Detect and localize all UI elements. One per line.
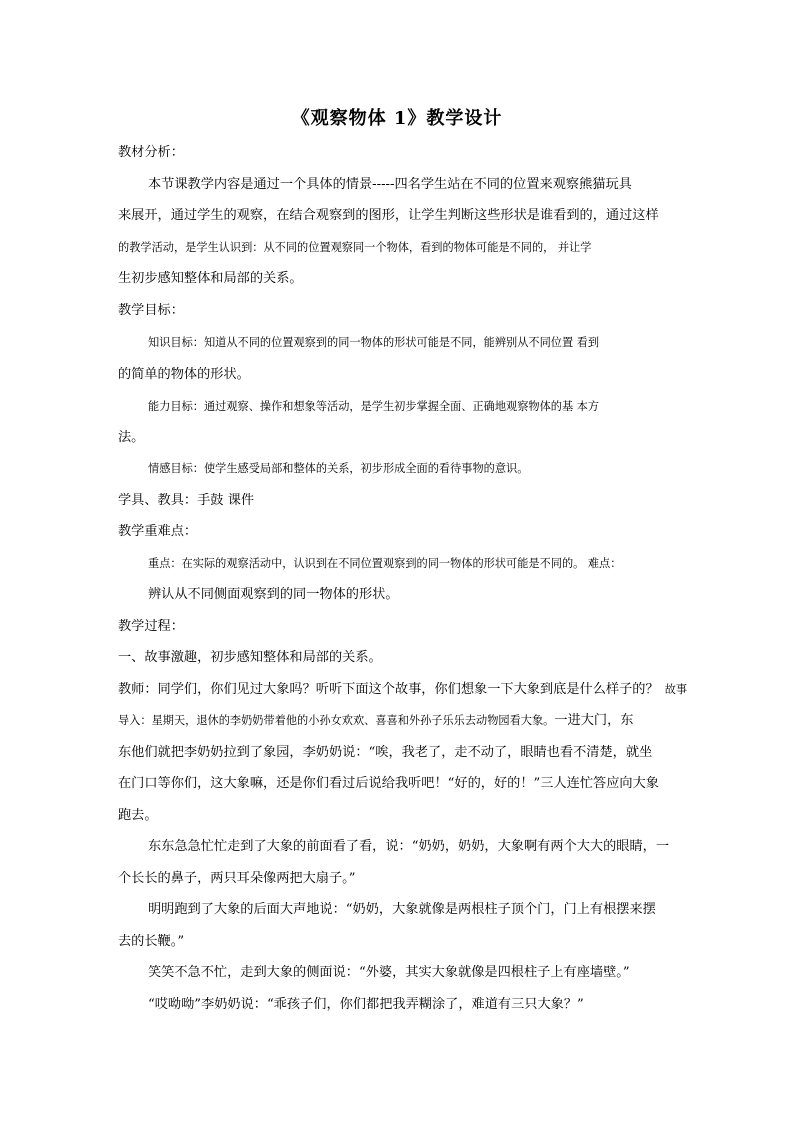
- paragraph-dongdong-line: 东东急急忙忙走到了大象的前面看了看，说：“奶奶，奶奶，大象啊有两个大大的眼睛，一: [148, 839, 670, 854]
- tools-line: 学具、教具：手鼓 课件: [118, 493, 255, 508]
- paragraph-xiaoxiao: 笑笑不急不忙，走到大象的侧面说：“外婆，其实大象就像是四根柱子上有座墙壁。”: [148, 965, 630, 980]
- goal-ability-line: 法。: [118, 430, 145, 445]
- goal-knowledge-line: 的简单的物体的形状。: [118, 367, 250, 382]
- process-heading: 教学过程：: [118, 619, 184, 634]
- document-title: 《观察物体 1》教学设计: [291, 108, 503, 129]
- goals-heading: 教学目标：: [118, 303, 184, 318]
- keypoints-line: 辨认从不同侧面观察到的同一物体的形状。: [148, 587, 399, 602]
- goal-emotion: 情感目标：使学生感受局部和整体的关系，初步形成全面的看待事物的意识。: [148, 462, 529, 475]
- paragraph-mingming-line: 明明跑到了大象的后面大声地说：“奶奶，大象就像是两根柱子顶个门，门上有根摆来摆: [148, 902, 656, 917]
- keypoints-heading: 教学重难点：: [118, 524, 198, 539]
- step1-heading: 一、故事激趣，初步感知整体和局部的关系。: [118, 650, 382, 665]
- material-heading: 教材分析：: [118, 145, 184, 160]
- story-text: 教师：同学们，你们见过大象吗？听听下面这个故事，你们想象一下大象到底是什么样子的？: [118, 682, 659, 697]
- story-text: 导入：星期天，退休的李奶奶带着他的小孙女欢欢、喜喜和外孙子乐乐去动物园看大象。: [118, 714, 555, 727]
- paragraph-grandma: “哎呦呦”李奶奶说：“乖孩子们，你们都把我弄糊涂了，难道有三只大象？”: [148, 997, 584, 1012]
- goal-knowledge-line: 知识目标：知道从不同的位置观察到的同一物体的形状可能是不同，能辨别从不同位置 看到: [148, 336, 600, 349]
- story-line: 在门口等你们，这大象嘛，还是你们看过后说给我听吧！“好的，好的！”三人连忙答应向大象: [118, 776, 659, 791]
- material-line: 本节课教学内容是通过一个具体的情景-----四名学生站在不同的位置来观察熊猫玩具: [148, 177, 632, 192]
- story-line: 东他们就把李奶奶拉到了象园，李奶奶说：“唉，我老了，走不动了，眼睛也看不清楚，就坐: [118, 745, 653, 760]
- story-line: [118, 681, 687, 699]
- story-line: [118, 712, 633, 730]
- story-line: 跑去。: [118, 808, 158, 823]
- paragraph-dongdong-line: 个长长的鼻子，两只耳朵像两把大扇子。”: [118, 871, 356, 886]
- keypoints-line: 重点：在实际的观察活动中，认识到在不同位置观察到的同一物体的形状可能是不同的。 难点：: [148, 557, 622, 570]
- material-line: 的教学活动，是学生认识到：从不同的位置观察同一个物体，看到的物体可能是不同的， 并让学: [118, 241, 592, 254]
- paragraph-mingming-line: 去的长鞭。”: [118, 934, 185, 949]
- goal-ability-line: 能力目标：通过观察、操作和想象等活动，是学生初步掌握全面、正确地观察物体的基 本方: [148, 400, 600, 413]
- material-line: 来展开，通过学生的观察，在结合观察到的图形，让学生判断这些形状是谁看到的，通过这样: [118, 208, 659, 223]
- story-text-tail: 故事: [664, 683, 688, 696]
- story-text-tail: 一进大门，东: [554, 713, 634, 728]
- material-line: 生初步感知整体和局部的关系。: [118, 271, 303, 286]
